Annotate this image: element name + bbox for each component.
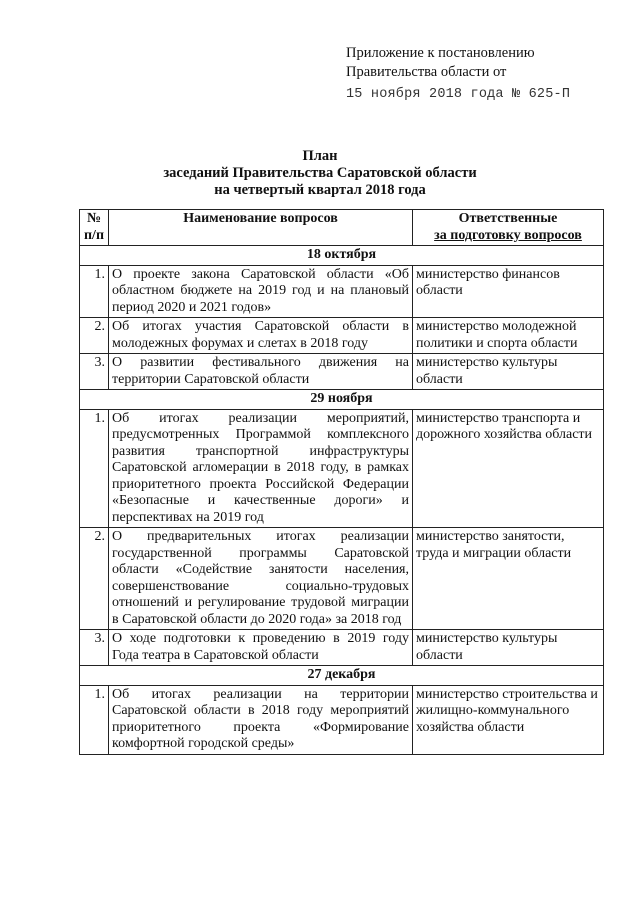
appendix-block	[346, 44, 626, 104]
appendix-date-stamp: 15 ноября 2018 года № 625-П	[346, 87, 571, 102]
row-responsible: министерство культуры области	[413, 630, 604, 666]
section-date: 27 декабря	[80, 666, 604, 686]
row-question: О предварительных итогах реализации государственной программы Саратовской области «Содействие занятости населения, совершенствование социально-трудовых отношений и регулирование трудовой миграции в Саратовской области до 2020 года» за 2018 год	[109, 528, 413, 630]
plan-title-line-2: заседаний Правительства Саратовской области	[163, 165, 477, 181]
row-num: 3.	[80, 354, 109, 390]
plan-title-line-3: на четвертый квартал 2018 года	[214, 182, 426, 198]
table-row	[80, 354, 604, 390]
table-row	[80, 685, 604, 754]
table-row	[80, 318, 604, 354]
table-row	[80, 630, 604, 666]
section-row-october	[80, 246, 604, 266]
table-row	[80, 409, 604, 528]
row-num: 2.	[80, 528, 109, 630]
plan-table	[79, 209, 604, 755]
row-question: Об итогах реализации мероприятий, предусмотренных Программой комплексного развития транспортной инфраструктуры Саратовской агломерации в 2018 году, в рамках приоритетного проекта Российской Федерации «Безопасные и качественные дороги» и перспективах на 2019 год	[109, 409, 413, 528]
row-question: Об итогах реализации на территории Саратовской области в 2018 году мероприятий приоритетного проекта «Формирование комфортной городской среды»	[109, 685, 413, 754]
row-responsible: министерство транспорта и дорожного хозяйства области	[413, 409, 604, 528]
row-num: 1.	[80, 685, 109, 754]
plan-title	[0, 148, 640, 199]
row-question: Об итогах участия Саратовской области в молодежных форумах и слетах в 2018 году	[109, 318, 413, 354]
section-date: 29 ноября	[80, 390, 604, 410]
table-header-row	[80, 210, 604, 246]
table-row	[80, 265, 604, 318]
row-responsible: министерство культуры области	[413, 354, 604, 390]
header-num: № п/п	[80, 210, 109, 246]
row-responsible: министерство финансов области	[413, 265, 604, 318]
section-row-november	[80, 390, 604, 410]
plan-title-line-1: План	[302, 148, 338, 164]
header-responsible-line-2: за подготовку вопросов	[434, 227, 582, 243]
section-row-december	[80, 666, 604, 686]
row-question: О проекте закона Саратовской области «Об областном бюджете на 2019 год и на плановый период 2020 и 2021 годов»	[109, 265, 413, 318]
row-num: 3.	[80, 630, 109, 666]
row-num: 1.	[80, 409, 109, 528]
row-responsible: министерство строительства и жилищно-коммунального хозяйства области	[413, 685, 604, 754]
appendix-line-1: Приложение к постановлению	[346, 45, 535, 61]
row-num: 1.	[80, 265, 109, 318]
header-question: Наименование вопросов	[109, 210, 413, 246]
appendix-line-2: Правительства области от	[346, 64, 507, 80]
row-num: 2.	[80, 318, 109, 354]
row-responsible: министерство молодежной политики и спорта области	[413, 318, 604, 354]
row-responsible: министерство занятости, труда и миграции области	[413, 528, 604, 630]
row-question: О развитии фестивального движения на территории Саратовской области	[109, 354, 413, 390]
header-responsible-line-1: Ответственные	[458, 211, 558, 226]
table-row	[80, 528, 604, 630]
section-date: 18 октября	[80, 246, 604, 266]
header-responsible	[413, 210, 604, 246]
row-question: О ходе подготовки к проведению в 2019 году Года театра в Саратовской области	[109, 630, 413, 666]
